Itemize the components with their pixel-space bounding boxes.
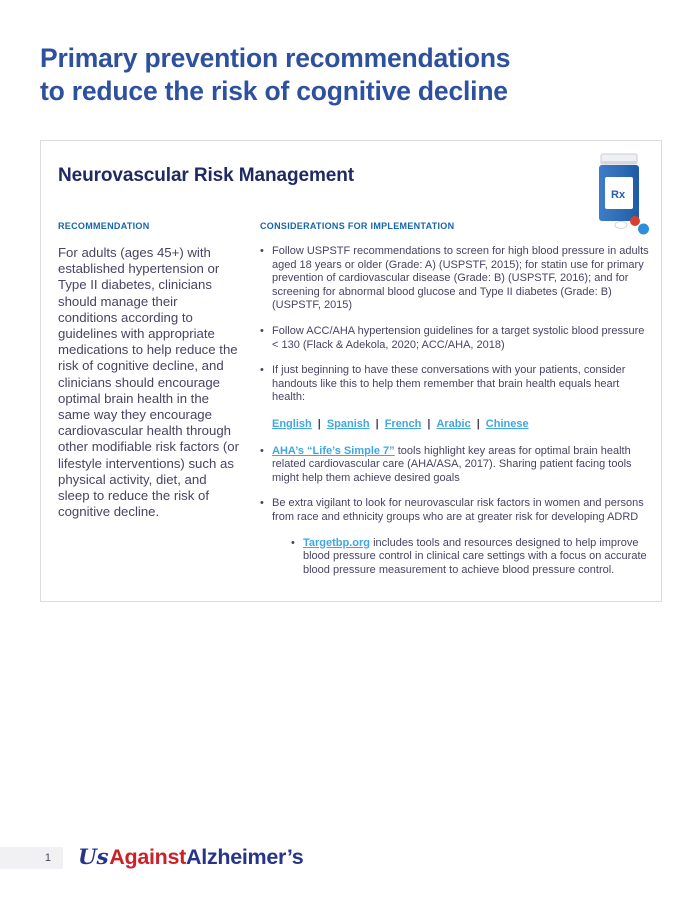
bullet-item	[260, 325, 653, 352]
page-title	[40, 42, 510, 108]
bullet-icon: •	[260, 364, 264, 377]
page-title-line2: to reduce the risk of cognitive decline	[40, 76, 508, 106]
bullet-icon: •	[260, 324, 264, 337]
bullet-item	[260, 445, 653, 486]
language-link-french[interactable]: French	[384, 417, 422, 430]
bullet-text: includes tools and resources designed to help improve blood pressure control in clinical care settings with a focus on accurate blood pressure measurement to achieve blood pressure control.	[303, 536, 647, 576]
bullet-text: Follow ACC/AHA hypertension guidelines for a target systolic blood pressure < 130 (Flack & Adekola, 2020; ACC/AHA, 2018)	[272, 324, 645, 351]
page-number: 1	[0, 847, 63, 869]
language-link-english[interactable]: English	[272, 417, 312, 430]
recommendation-column	[58, 221, 240, 520]
considerations-column	[260, 221, 653, 589]
language-link-arabic[interactable]: Arabic	[436, 417, 471, 430]
sub-bullet-item	[291, 537, 653, 578]
bullet-icon: •	[260, 444, 264, 457]
logo-part-alzheimers: Alzheimer’s	[186, 845, 304, 869]
considerations-list	[260, 245, 653, 577]
usagainstalzheimers-logo	[78, 845, 303, 870]
bullet-text: Be extra vigilant to look for neurovascular risk factors in women and persons from race and ethnicity groups who are at greater risk for developing ADRD	[272, 497, 644, 523]
bullet-text: tools highlight key areas for optimal brain health related cardiovascular care (AHA/ASA, 2017). Sharing patient facing tools might help them achieve desired goals	[272, 444, 632, 484]
page-title-line1: Primary prevention recommendations	[40, 43, 511, 73]
neurovascular-risk-card	[40, 140, 662, 602]
logo-part-against: Against	[109, 845, 187, 869]
link-separator: |	[375, 417, 379, 430]
bullet-item	[260, 364, 653, 405]
link-separator: |	[476, 417, 480, 430]
logo-part-us: Us	[78, 845, 109, 870]
link-separator: |	[427, 417, 431, 430]
language-link-chinese[interactable]: Chinese	[485, 417, 529, 430]
bullet-icon: •	[260, 245, 264, 257]
bullet-text: If just beginning to have these conversations with your patients, consider handouts like this to help them remember that brain health equals heart health:	[272, 364, 626, 404]
card-heading: Neurovascular Risk Management	[58, 165, 354, 186]
bullet-item	[260, 497, 653, 524]
bullet-item	[260, 245, 653, 313]
bullet-icon: •	[291, 536, 295, 549]
bottle-cap	[601, 154, 637, 164]
inline-link[interactable]: Targetbp.org	[303, 536, 371, 549]
rx-label-text: Rx	[611, 189, 626, 201]
recommendation-body: For adults (ages 45+) with established hypertension or Type II diabetes, clinicians should manage their conditions according to guidelines with appropriate medications to help reduce the risk of cognitive decline, and clinicians should encourage optimal brain health in the same way they encourage cardiovascular health through other modifiable risk factors (or lifestyle interventions) such as physical activity, diet, and sleep to reduce the risk of cognitive decline.	[58, 245, 240, 520]
considerations-header: CONSIDERATIONS FOR IMPLEMENTATION	[260, 221, 455, 231]
bullet-icon: •	[260, 497, 264, 510]
link-separator: |	[317, 417, 321, 430]
bullet-text: Follow USPSTF recommendations to screen for high blood pressure in adults aged 18 years or older (Grade: A) (USPSTF, 2015); for statin use for primary prevention of cardiovascular disease (Grade: B) (USPSTF, 2016); and for screening for abnormal blood glucose and Type II diabetes (Grade: B) (USPSTF, 2015)	[272, 245, 649, 312]
recommendation-header: RECOMMENDATION	[58, 221, 150, 231]
inline-link[interactable]: AHA’s “Life’s Simple 7”	[272, 444, 395, 457]
language-links-row	[260, 418, 653, 432]
language-link-spanish[interactable]: Spanish	[326, 417, 370, 430]
